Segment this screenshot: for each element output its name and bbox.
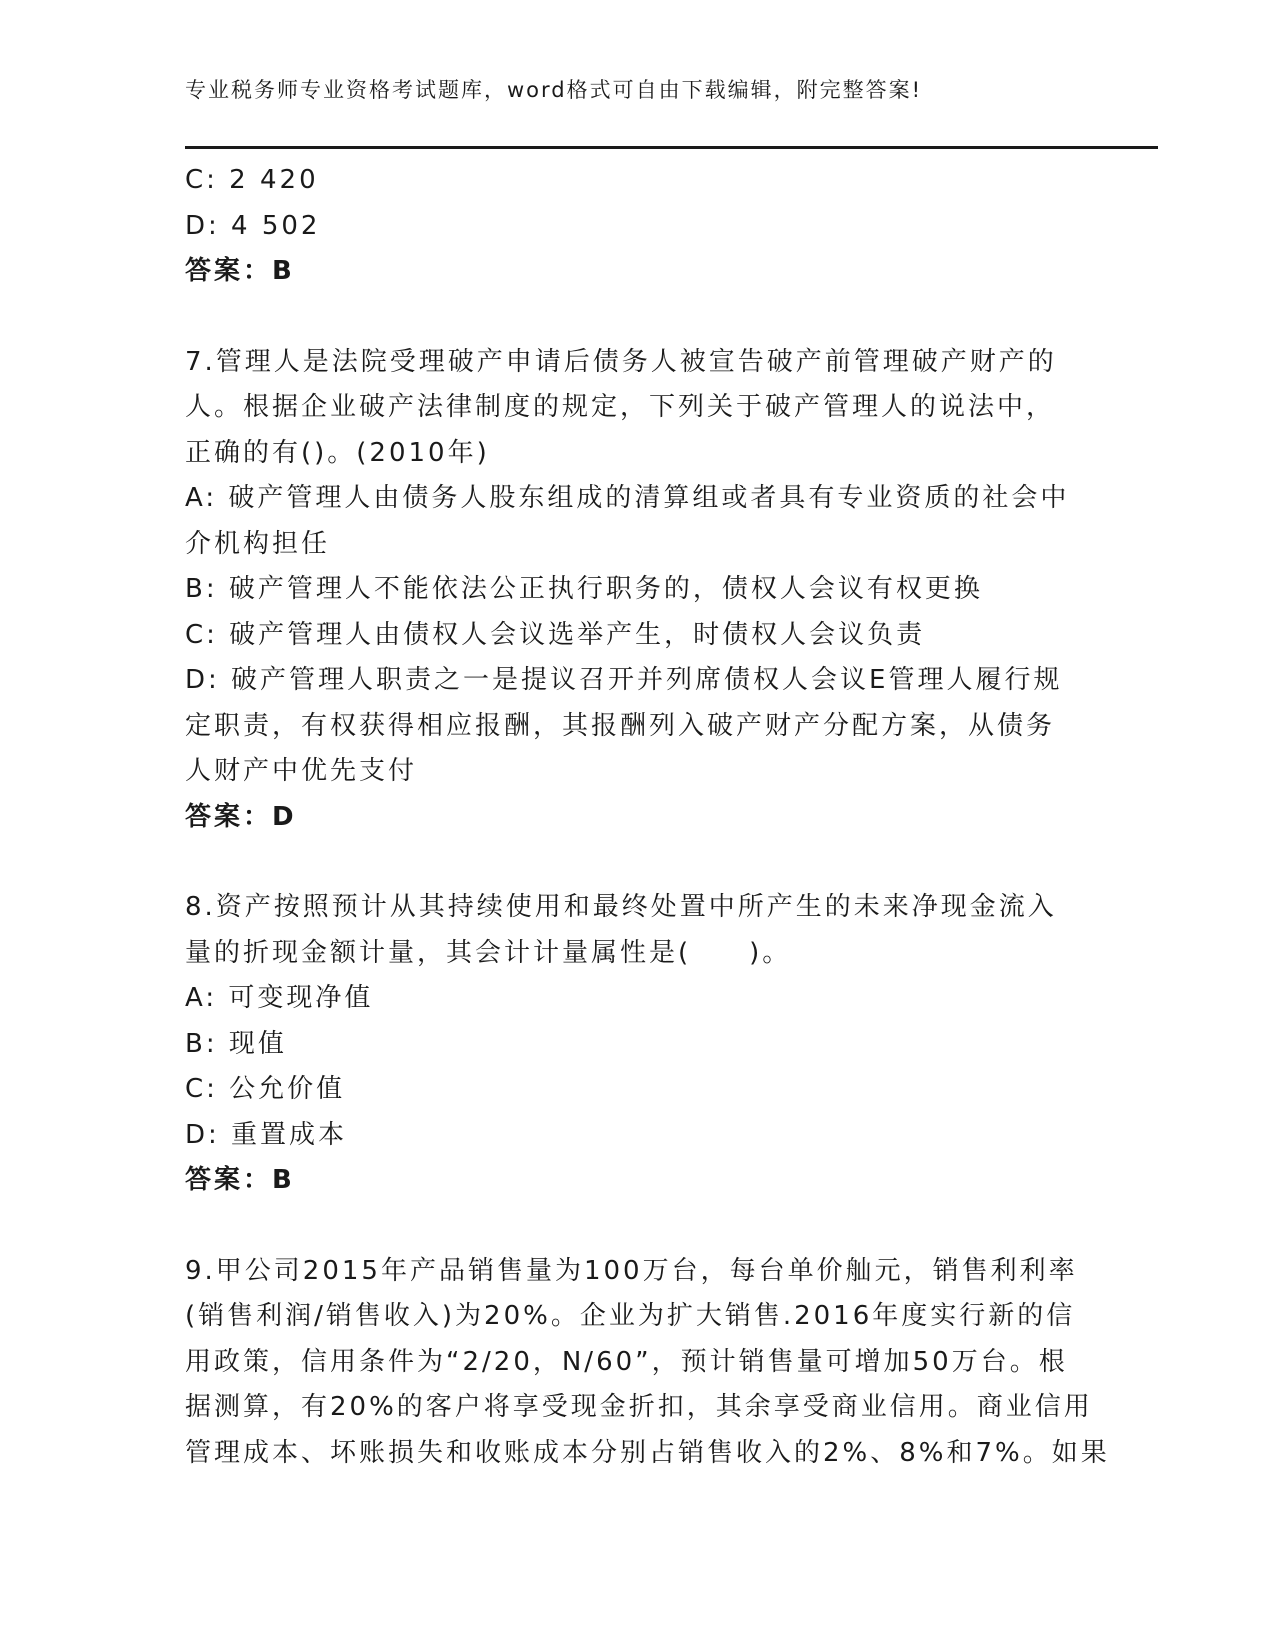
- q8-stem-line-1: 8.资产按照预计从其持续使用和最终处置中所产生的未来净现金流入: [185, 892, 1057, 922]
- q9-stem-line-1: 9.甲公司2015年产品销售量为100万台，每台单价舢元，销售利利率: [185, 1255, 1078, 1286]
- q7-option-c: C: 破产管理人由债权人会议选举产生，时债权人会议负责: [185, 619, 926, 650]
- q6-option-d: D: 4 502: [185, 210, 321, 241]
- q9-stem-line-4: 据测算，有20%的客户将享受现金折扣，其余享受商业信用。商业信用: [185, 1392, 1093, 1422]
- q6-option-c: C: 2 420: [185, 165, 319, 195]
- q9-stem-line-5: 管理成本、坏账损失和收账成本分别占销售收入的2%、8%和7%。如果: [185, 1437, 1110, 1468]
- q7-option-a-line-1: A: 破产管理人由债务人股东组成的清算组或者具有专业资质的社会中: [185, 483, 1070, 513]
- header-divider: [185, 146, 1158, 149]
- q6-answer: 答案：B: [185, 256, 295, 286]
- q7-stem-line-3: 正确的有()。(2010年): [185, 437, 490, 468]
- q7-option-d-line-3: 人财产中优先支付: [185, 756, 418, 786]
- q7-option-a-line-2: 介机构担任: [185, 528, 331, 559]
- spacer: [185, 1204, 1085, 1249]
- spacer: [185, 295, 1085, 340]
- q8-answer: 答案：B: [185, 1165, 295, 1195]
- q9-stem-line-2: (销售利润/销售收入)为20%。企业为扩大销售.2016年度实行新的信: [185, 1301, 1076, 1331]
- q8-stem-line-2: 量的折现金额计量，其会计计量属性是( )。: [185, 937, 792, 968]
- q7-option-b: B: 破产管理人不能依法公正执行职务的，债权人会议有权更换: [185, 574, 983, 604]
- spacer: [185, 840, 1085, 885]
- q9-stem-line-3: 用政策，信用条件为“2/20，N/60”，预计销售量可增加50万台。根: [185, 1346, 1068, 1377]
- q7-stem-line-2: 人。根据企业破产法律制度的规定，下列关于破产管理人的说法中，: [185, 392, 1056, 422]
- q7-option-d-line-2: 定职责，有权获得相应报酬，其报酬列入破产财产分配方案，从债务: [185, 710, 1056, 741]
- q8-option-a: A: 可变现净值: [185, 983, 374, 1013]
- q8-option-c: C: 公允价值: [185, 1074, 346, 1104]
- question-content: [185, 158, 1110, 1476]
- page-header: 专业税务师专业资格考试题库，word格式可自由下载编辑，附完整答案!: [185, 78, 923, 102]
- q8-option-b: B: 现值: [185, 1028, 287, 1059]
- q7-answer: 答案：D: [185, 801, 297, 832]
- q7-option-d-line-1: D: 破产管理人职责之一是提议召开并列席债权人会议E管理人履行规: [185, 665, 1063, 695]
- q8-option-d: D: 重置成本: [185, 1119, 348, 1150]
- q7-stem-line-1: 7.管理人是法院受理破产申请后债务人被宣告破产前管理破产财产的: [185, 346, 1057, 377]
